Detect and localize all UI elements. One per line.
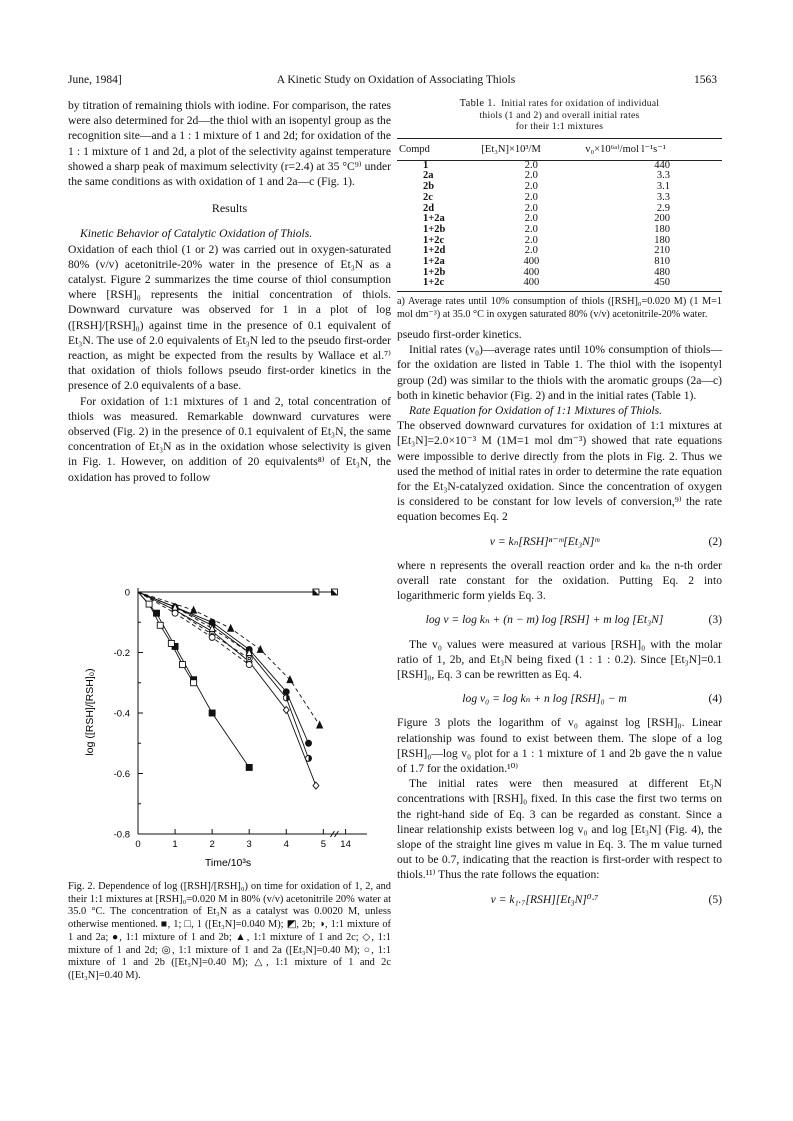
cell-rate: 450 [583,278,722,291]
cell-rate: 200 [654,213,670,225]
marker-filled-square [209,710,215,716]
table-row [397,246,722,257]
marker-open-diamond [313,782,319,789]
cell-compd: 2d [423,202,435,214]
cell-rate: 180 [654,234,670,246]
marker-open-square [157,622,163,628]
figure-2-plot [68,578,398,868]
right-paragraph-6: Figure 3 plots the logarithm of v₀ against log [RSH]₀. Linear relationship was found to exist between them. The slope of a log [RSH]₀—log v₀ plot for a 1 : 1 mixture of 1 and 2b gave the n value of 1.7 for the oxidation.¹⁰⁾ [397,716,722,776]
right-paragraph-1: pseudo first-order kinetics. [397,327,522,341]
marker-open-circle [246,662,252,668]
cell-et3n: 2.0 [524,245,538,257]
plot-axes [114,588,367,851]
y-tick-label: 0 [124,587,130,599]
cell-et3n: 2.0 [524,202,538,214]
marker-open-circle [172,610,178,616]
series-line [138,592,316,786]
cell-rate: 3.3 [656,191,670,203]
table-row [397,214,722,225]
right-paragraph-3: The observed downward curvatures for oxidation of 1:1 mixtures at [Et₃N]=2.0×10⁻³ M (1M=1 mol dm⁻³) showed that rate equations were impossible to derive directly from the plots in Fig. 2. Thus we used the method of initial rates in order to determine the rate equation for the Et₃N-catalyzed oxidation. Since the concentration of oxygen is considered to be constant for low levels of conversion,⁹⁾ the rate equation becomes Eq. 2 [397,419,722,524]
left-paragraph-2: Oxidation of each thiol (1 or 2) was carried out in oxygen-saturated 80% (v/v) acetonitrile-20% water in the presence of Et₃N as a catalyst. Figure 2 summarizes the time course of thiol consumption where [RSH]₀ represents the initial concentration of thiols. Downward curvature was observed for 1 in a plot of log ([RSH]/[RSH]₀) against time in the presence of 0.1 equivalent of Et₃N. The use of 2.0 equivalents of Et₃N led to the pseudo first-order reaction, as might be expected from the results by Wallace et al.⁷⁾ that oxidation of thiols follows pseudo first-order kinetics in the presence of 2.0 equivalents of a base. [68,242,391,393]
cell-et3n: 2.0 [524,234,538,246]
cell-compd: 2b [423,181,435,193]
col-header-rate: v₀×10⁶ᵃ⁾/mol l⁻¹s⁻¹ [583,138,722,160]
results-heading: Results [211,201,248,216]
running-header-date: June, 1984] [68,74,122,86]
cell-compd: 1 [423,159,429,171]
equation-3-number: (3) [708,613,722,627]
table-row [397,182,722,193]
marker-open-square [146,601,152,607]
rate-equation-subheading: Rate Equation for Oxidation of 1:1 Mixtures of Thiols. [409,403,663,417]
equation-5 [397,892,722,907]
table-row [397,236,722,247]
right-paragraph-5: The v₀ values were measured at various [RSH]₀ with the molar ratio of 1, 2b, and Et₃N being fixed (1 : 1 : 0.2). Since [Et₃N]=0.1 [RSH]₀, Eq. 3 can be rewritten as Eq. 4. [397,637,722,682]
cell-compd: 1+2d [423,245,446,257]
cell-rate: 480 [654,266,670,278]
cell-et3n: 2.0 [524,191,538,203]
series-line [138,592,309,743]
x-tick-label: 3 [246,839,252,850]
col-header-compd: Compd [397,138,479,160]
table-row [397,257,722,268]
marker-filled-circle [306,740,312,746]
equation-4-body: log v₀ = log kₙ + n log [RSH]₀ − m [462,692,627,706]
y-tick-label: -0.8 [113,829,130,841]
x-tick-label: 14 [340,839,351,850]
equation-5-body: v = k₁.₇[RSH][Et₃N]⁰·⁷ [490,892,599,906]
table-1 [397,138,722,293]
cell-compd: 1+2b [423,223,446,235]
plot-curves [138,592,335,786]
running-header-title: A Kinetic Study on Oxidation of Associating Thiols [276,74,516,86]
right-column [397,98,722,916]
cell-rate: 180 [654,223,670,235]
marker-open-square [191,680,197,686]
cell-et3n: 400 [523,256,540,268]
y-axis-label: log ([RSH]/[RSH]₀) [84,668,96,756]
cell-rate: 3.3 [656,170,670,182]
series-line [138,592,309,758]
cell-compd: 2c [423,191,433,203]
x-tick-label: 5 [320,839,326,850]
equation-3 [397,612,722,627]
figure-caption-text: Fig. 2. Dependence of log ([RSH]/[RSH]₀) on time for oxidation of 1, 2, and their 1:1 mixtures at [RSH]₀=0.020 M in 80% (v/v) acetonitrile 20% water at 35.0 °C. The concentration of Et₃N as a catalyst was 0.0020 M, unless otherwise mentioned. ■, 1; □, 1 ([Et₃N]=0.040 M); ◩, 2b; ◑, 1:1 mixture of 1 and 2a; ●, 1:1 mixture of 1 and 2b; ▲, 1:1 mixture of 1 and 2c; ◇, 1:1 mixture of 1 and 2d; ◎, 1:1 mixture of 1 and 2a ([Et₃N]=0.40 M); ○, 1:1 mixture of 1 and 2b ([Et₃N]=0.40 M); △, 1:1 mixture of 1 and 2c ([Et₃N]=0.40 M). [68,881,391,981]
cell-compd: 2a [423,170,434,182]
table-row [397,278,722,291]
x-tick-label: 2 [209,839,215,850]
table-row [397,204,722,215]
table-row [397,160,722,171]
marker-filled-triangle [257,646,263,653]
col-header-et3n: [Et₃N]×10³/M [479,138,583,160]
y-tick-label: -0.6 [113,769,130,780]
right-paragraph-4: where n represents the overall reaction order and kₙ the n-th order overall rate constant for the oxidation. Putting Eq. 2 into logarithmeric form yields Eq. 3. [397,558,722,603]
marker-filled-circle [283,689,289,695]
cell-rate: 3.1 [656,181,670,193]
marker-filled-triangle [228,625,234,632]
left-column [68,98,391,485]
marker-filled-triangle [191,607,197,614]
table-1-number: Table 1. [459,98,496,109]
table-footnote: a) Average rates until 10% consumption of thiols ([RSH]₀=0.020 M) (1 M=1 mol dm⁻³) at 35.0 °C in oxygen saturated 80% (v/v) acetonitrile-20% water. [397,296,722,320]
table-body [397,160,722,291]
right-paragraph-7: The initial rates were then measured at different Et₃N concentrations with [RSH]₀ fixed. In this case the first two terms on the right-hand side of Eq. 3 can be regarded as constant. Since a linear relationship exists between log v₀ and log [Et₃N] (Fig. 4), the slope of the straight line gives m value in Eq. 3. The m value turned out to be 0.7, indicating that the reaction is first-order with respect to thiols.¹¹⁾ Thus the rate follows the equation: [397,777,722,882]
marker-filled-triangle [317,722,323,729]
cell-et3n: 2.0 [524,159,538,171]
cell-compd: 1+2a [423,256,445,268]
table-caption-line-3: for their 1:1 mixtures [515,122,604,132]
equation-2-body: v = kₙ[RSH]ⁿ⁻ᵐ[Et₃N]ᵐ [489,534,600,548]
marker-open-square [168,640,174,646]
equation-4 [397,691,722,706]
table-row [397,225,722,236]
marker-double-circle-inner [248,657,251,660]
plot-points [146,589,337,789]
cell-rate: 210 [654,245,670,257]
cell-rate: 440 [654,159,670,171]
table-row [397,193,722,204]
table-1-caption [397,98,722,134]
figure-2 [68,578,398,868]
cell-et3n: 2.0 [524,213,538,225]
cell-et3n: 2.0 [524,181,538,193]
cell-compd: 1+2c [397,278,479,291]
x-tick-label: 4 [283,839,289,850]
cell-rate: 810 [654,256,670,268]
cell-et3n: 2.0 [524,223,538,235]
equation-2-number: (2) [708,534,722,548]
marker-filled-square [154,610,160,616]
table-header-row [397,138,722,160]
y-tick-label: -0.2 [113,648,130,659]
table-caption-line-2: thiols (1 and 2) and overall initial rates [479,110,640,121]
marker-open-circle [209,634,215,640]
page-number: 1563 [694,74,717,86]
equation-2 [397,534,722,549]
table-row [397,268,722,279]
equation-4-number: (4) [708,692,722,706]
y-tick-label: -0.4 [113,708,130,720]
x-tick-label: 0 [135,839,141,850]
cell-compd: 1+2c [423,234,445,246]
table-caption-line-1: Initial rates for oxidation of individual [501,99,660,109]
marker-filled-square [246,764,252,770]
cell-compd: 1+2a [423,213,445,225]
x-axis-label: Time/10³s [204,857,252,868]
figure-2-caption [68,881,391,983]
equation-3-body: log v = log kₙ + (n − m) log [RSH] + m log [Et₃N] [425,613,664,627]
kinetic-subheading: Kinetic Behavior of Catalytic Oxidation of Thiols. [80,227,313,241]
left-paragraph-1: by titration of remaining thiols with iodine. For comparison, the rates were also determined for 2d—the thiol with an isopentyl group as the recognition site—and a 1 : 1 mixture of 1 and 2d; for oxidation of the 1 : 1 mixture of 1 and 2d, a plot of the selectivity against temperature showed a sharp peak of maximum selectivity (r=2.4) at 35 °C⁹⁾ under the same conditions as with oxidation of 1 and 2a—c (Fig. 1). [68,99,391,189]
marker-open-square [179,662,185,668]
cell-et3n: 2.0 [524,170,538,182]
cell-et3n: 400 [479,278,583,291]
x-tick-label: 1 [172,839,178,850]
cell-rate: 2.9 [656,202,670,214]
table-row [397,171,722,182]
left-paragraph-3: For oxidation of 1:1 mixtures of 1 and 2, total concentration of thiols was measured. Remarkable downward curvatures were observed (Fig. 2) in the presence of 0.1 equivalent of Et₃N, the same concentration of Et₃N as in the oxidation whose selectivity is given in Fig. 1. However, on addition of 20 equivalents⁸⁾ of Et₃N, the oxidation has proved to follow [68,394,391,484]
cell-compd: 1+2b [423,266,446,278]
cell-et3n: 400 [523,266,540,278]
equation-5-number: (5) [708,892,722,906]
right-paragraph-2: Initial rates (v₀)—average rates until 10% consumption of thiols—for the oxidation are listed in Table 1. The thiol with the isopentyl group (2d) was similar to the thiols with the aromatic groups (2a—c) both in kinetic behavior (Fig. 2) and in the initial rates (Table 1). [397,343,722,402]
